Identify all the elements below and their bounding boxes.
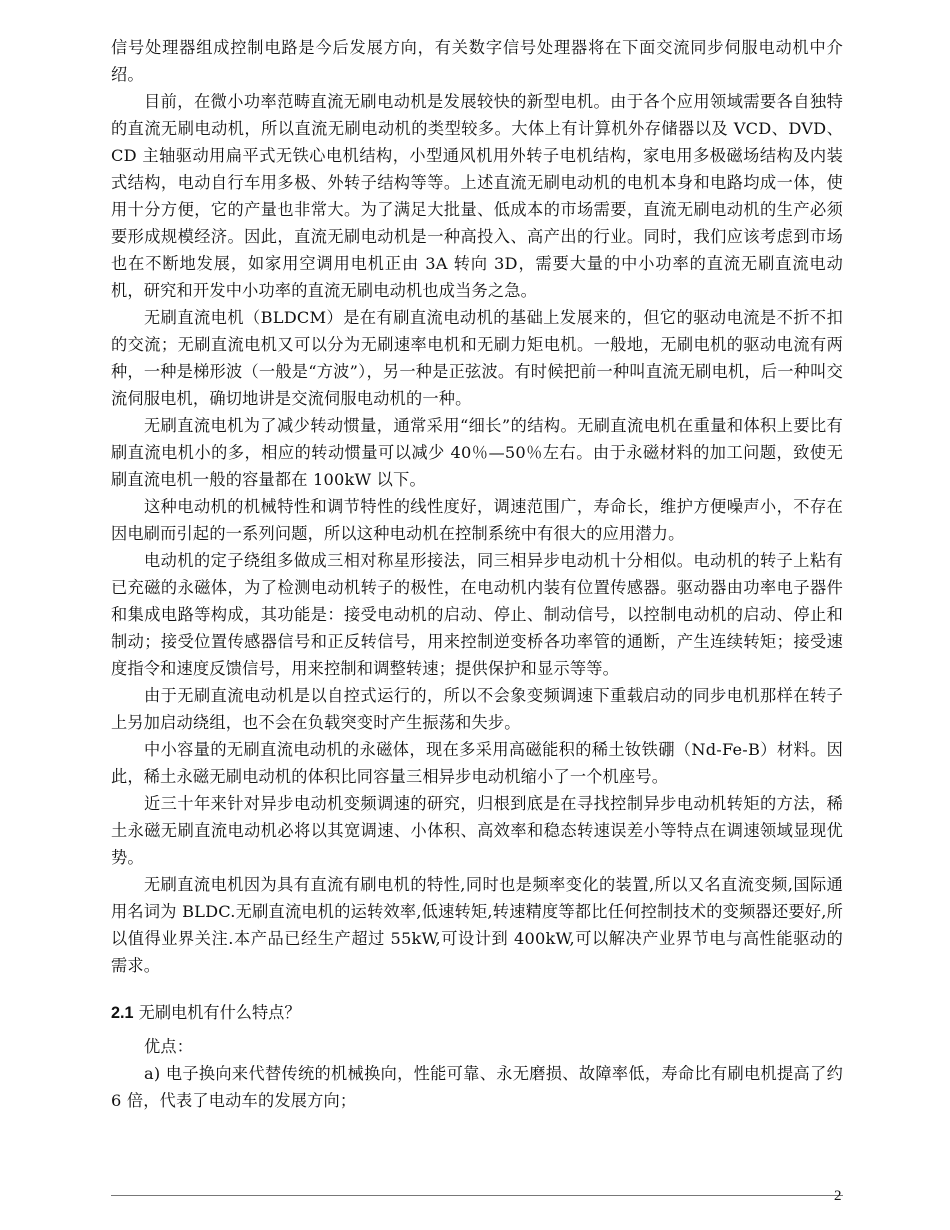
- document-page: [111, 34, 843, 1114]
- paragraph-2: 目前，在微小功率范畴直流无刷电动机是发展较快的新型电机。由于各个应用领域需要各自独特的直流无刷电动机，所以直流无刷电动机的类型较多。大体上有计算机外存储器以及 VCD、DVD、CD 主轴驱动用扁平式无铁心电机结构，小型通风机用外转子电机结构，家电用多极磁场结构及内装式结构，电动自行车用多极、外转子结构等等。上述直流无刷电动机的电机本身和电路均成一体，使用十分方便，它的产量也非常大。为了满足大批量、低成本的市场需要，直流无刷电动机的生产必须要形成规模经济。因此，直流无刷电动机是一种高投入、高产出的行业。同时，我们应该考虑到市场也在不断地发展，如家用空调用电机正由 3A 转向 3D，需要大量的中小功率的直流无刷直流电动机，研究和开发中小功率的直流无刷电动机也成当务之急。: [111, 92, 843, 300]
- section-heading: [111, 999, 843, 1027]
- paragraph-8: 中小容量的无刷直流电动机的永磁体，现在多采用高磁能积的稀土钕铁硼（Nd-Fe-B）材料。因此，稀土永磁无刷电动机的体积比同容量三相异步电动机缩小了一个机座号。: [111, 740, 843, 786]
- footer-rule: [111, 1195, 843, 1196]
- paragraph-9: 近三十年来针对异步电动机变频调速的研究，归根到底是在寻找控制异步电动机转矩的方法，稀土永磁无刷直流电动机必将以其宽调速、小体积、高效率和稳态转速误差小等特点在调速领域显现优势。: [111, 794, 843, 867]
- section-number: 2.1: [111, 1004, 134, 1022]
- page-number: 2: [834, 1188, 842, 1204]
- advantage-a: a) 电子换向来代替传统的机械换向，性能可靠、永无磨损、故障率低，寿命比有刷电机提高了约 6 倍，代表了电动车的发展方向；: [111, 1064, 843, 1110]
- paragraph-1: 信号处理器组成控制电路是今后发展方向，有关数字信号处理器将在下面交流同步伺服电动机中介绍。: [111, 38, 843, 84]
- paragraph-10: 无刷直流电机因为具有直流有刷电机的特性,同时也是频率变化的装置,所以又名直流变频,国际通用名词为 BLDC.无刷直流电机的运转效率,低速转矩,转速精度等都比任何控制技术的变频器还要好,所以值得业界关注.本产品已经生产超过 55kW,可设计到 400kW,可以解决产业界节电与高性能驱动的需求。: [111, 875, 843, 975]
- advantages-label: 优点：: [144, 1037, 194, 1056]
- section-title: 无刷电机有什么特点？: [133, 1003, 301, 1022]
- paragraph-5: 这种电动机的机械特性和调节特性的线性度好，调速范围广，寿命长，维护方便噪声小，不存在因电刷而引起的一系列问题，所以这种电动机在控制系统中有很大的应用潜力。: [111, 497, 843, 543]
- paragraph-4: 无刷直流电机为了减少转动惯量，通常采用“细长”的结构。无刷直流电机在重量和体积上要比有刷直流电机小的多，相应的转动惯量可以减少 40％—50％左右。由于永磁材料的加工问题，致使无刷直流电机一般的容量都在 100kW 以下。: [111, 416, 843, 489]
- paragraph-7: 由于无刷直流电动机是以自控式运行的，所以不会象变频调速下重载启动的同步电机那样在转子上另加启动绕组，也不会在负载突变时产生振荡和失步。: [111, 686, 843, 732]
- paragraph-3: 无刷直流电机（BLDCM）是在有刷直流电动机的基础上发展来的，但它的驱动电流是不折不扣的交流；无刷直流电机又可以分为无刷速率电机和无刷力矩电机。一般地，无刷电机的驱动电流有两种，一种是梯形波（一般是“方波”），另一种是正弦波。有时候把前一种叫直流无刷电机，后一种叫交流伺服电机，确切地讲是交流伺服电动机的一种。: [111, 308, 843, 408]
- paragraph-6: 电动机的定子绕组多做成三相对称星形接法，同三相异步电动机十分相似。电动机的转子上粘有已充磁的永磁体，为了检测电动机转子的极性，在电动机内装有位置传感器。驱动器由功率电子器件和集成电路等构成，其功能是：接受电动机的启动、停止、制动信号，以控制电动机的启动、停止和制动；接受位置传感器信号和正反转信号，用来控制逆变桥各功率管的通断，产生连续转矩；接受速度指令和速度反馈信号，用来控制和调整转速；提供保护和显示等等。: [111, 551, 843, 678]
